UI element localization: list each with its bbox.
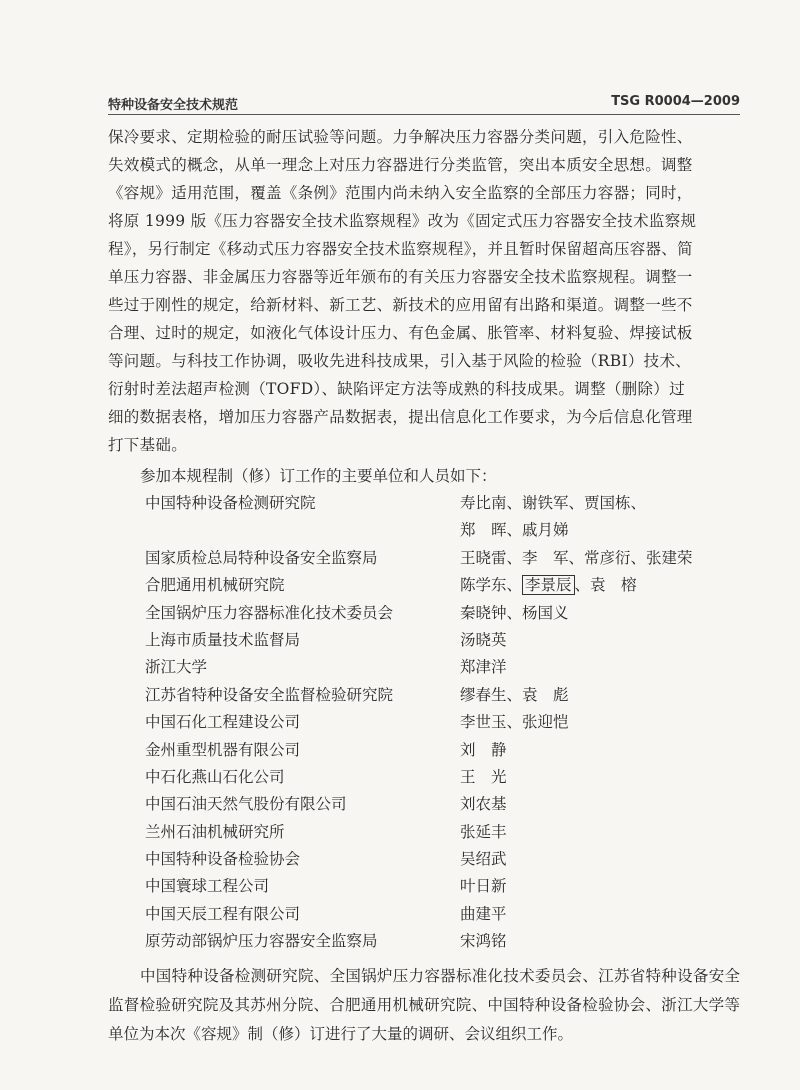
participant-row xyxy=(145,846,740,873)
participant-people: 张延丰 xyxy=(460,822,507,841)
participant-org: 中国石化工程建设公司 xyxy=(145,713,301,732)
participant-name: 陈学东、 xyxy=(460,576,523,595)
participant-org: 兰州石油机械研究所 xyxy=(145,822,285,841)
participant-org: 上海市质量技术监督局 xyxy=(145,630,301,649)
participant-row xyxy=(145,572,740,599)
participant-people xyxy=(460,572,637,599)
participant-people: 刘农基 xyxy=(460,795,507,814)
participant-people: 郑 晖、戚月娣 xyxy=(460,521,569,540)
participant-name: 、袁 榕 xyxy=(574,576,637,595)
participant-row xyxy=(145,600,740,627)
body-line: 等问题。与科技工作协调，吸收先进科技成果，引入基于风险的检验（RBI）技术、 xyxy=(108,352,692,370)
participant-people: 秦晓钟、杨国义 xyxy=(460,603,569,622)
participant-people: 宋鸿铭 xyxy=(460,932,507,951)
participant-row xyxy=(145,545,740,572)
body-line: 打下基础。 xyxy=(108,436,188,454)
closing-text: 中国特种设备检测研究院、全国锅炉压力容器标准化技术委员会、江苏省特种设备安全监督检验研究院及其苏州分院、合肥通用机械研究院、中国特种设备检验协会、浙江大学等单位为本次《容规》制（修）订进行了大量的调研、会议组织工作。 xyxy=(108,967,740,1043)
participant-people: 吴绍武 xyxy=(460,850,507,869)
participant-row xyxy=(145,791,740,818)
body-line: 程》，另行制定《移动式压力容器安全技术监察规程》，并且暂时保留超高压容器、简 xyxy=(108,240,693,258)
participant-row xyxy=(145,627,740,654)
participant-row xyxy=(145,709,740,736)
participant-row xyxy=(145,654,740,681)
participant-org: 浙江大学 xyxy=(145,658,208,677)
participants-list xyxy=(145,490,740,956)
participant-people: 缪春生、袁 彪 xyxy=(460,685,569,704)
participant-org: 中国特种设备检测研究院 xyxy=(145,494,316,512)
participant-row xyxy=(145,737,740,764)
participant-row xyxy=(145,764,740,791)
participant-people: 刘 静 xyxy=(460,740,507,759)
participant-org: 中国天辰工程有限公司 xyxy=(145,904,301,923)
participant-people: 寿比南、谢铁军、贾国栋、 xyxy=(460,494,647,512)
participant-people: 汤晓英 xyxy=(460,630,507,649)
closing-paragraph xyxy=(108,962,740,1049)
participant-people: 王晓雷、李 军、常彦衍、张建荣 xyxy=(460,548,693,567)
participant-row xyxy=(145,901,740,928)
body-line: 些过于刚性的规定，给新材料、新工艺、新技术的应用留有出路和渠道。调整一些不 xyxy=(108,296,693,314)
participant-org: 合肥通用机械研究院 xyxy=(145,576,285,595)
boxed-name: 李景辰 xyxy=(522,575,575,595)
participant-row xyxy=(145,517,740,544)
participant-row xyxy=(145,873,740,900)
body-line: 细的数据表格，增加压力容器产品数据表，提出信息化工作要求，为今后信息化管理 xyxy=(108,408,693,426)
participant-people: 王 光 xyxy=(460,767,507,786)
participants-intro: 参加本规程制（修）订工作的主要单位和人员如下： xyxy=(140,467,497,485)
participant-row xyxy=(145,928,740,955)
participant-org: 金州重型机器有限公司 xyxy=(145,740,301,759)
participant-people: 叶日新 xyxy=(460,877,507,896)
participant-org: 中国特种设备检验协会 xyxy=(145,850,301,869)
body-line: 《容规》适用范围，覆盖《条例》范围内尚未纳入安全监察的全部压力容器；同时， xyxy=(108,184,693,202)
body-line: 合理、过时的规定，如液化气体设计压力、有色金属、胀管率、材料复验、焊接试板 xyxy=(108,324,693,342)
participant-org: 中国石油天然气股份有限公司 xyxy=(145,795,347,814)
header-rule xyxy=(108,114,740,115)
participant-row xyxy=(145,682,740,709)
participant-people: 郑津洋 xyxy=(460,658,507,677)
participant-org: 全国锅炉压力容器标准化技术委员会 xyxy=(145,603,394,622)
participant-org: 原劳动部锅炉压力容器安全监察局 xyxy=(145,932,378,951)
body-line: 衍射时差法超声检测（TOFD）、缺陷评定方法等成熟的科技成果。调整（删除）过 xyxy=(108,380,685,398)
header-doc-code: TSG R0004—2009 xyxy=(611,94,740,109)
participant-org: 中国寰球工程公司 xyxy=(145,877,270,896)
body-line: 将原 1999 版《压力容器安全技术监察规程》改为《固定式压力容器安全技术监察规 xyxy=(108,212,697,230)
participant-row xyxy=(145,819,740,846)
body-paragraph xyxy=(108,123,740,459)
participant-org: 国家质检总局特种设备安全监察局 xyxy=(145,548,378,567)
body-line: 单压力容器、非金属压力容器等近年颁布的有关压力容器安全技术监察规程。调整一 xyxy=(108,268,693,286)
body-line: 失效模式的概念，从单一理念上对压力容器进行分类监管，突出本质安全思想。调整 xyxy=(108,156,693,174)
participant-people: 曲建平 xyxy=(460,904,507,923)
participant-people: 李世玉、张迎恺 xyxy=(460,713,569,732)
body-line: 保冷要求、定期检验的耐压试验等问题。力争解决压力容器分类问题，引入危险性、 xyxy=(108,128,693,146)
participant-org: 中石化燕山石化公司 xyxy=(145,767,285,786)
participant-row xyxy=(145,490,740,517)
header-series-title: 特种设备安全技术规范 xyxy=(108,98,239,113)
page-header xyxy=(108,92,740,114)
participant-org: 江苏省特种设备安全监督检验研究院 xyxy=(145,685,394,704)
